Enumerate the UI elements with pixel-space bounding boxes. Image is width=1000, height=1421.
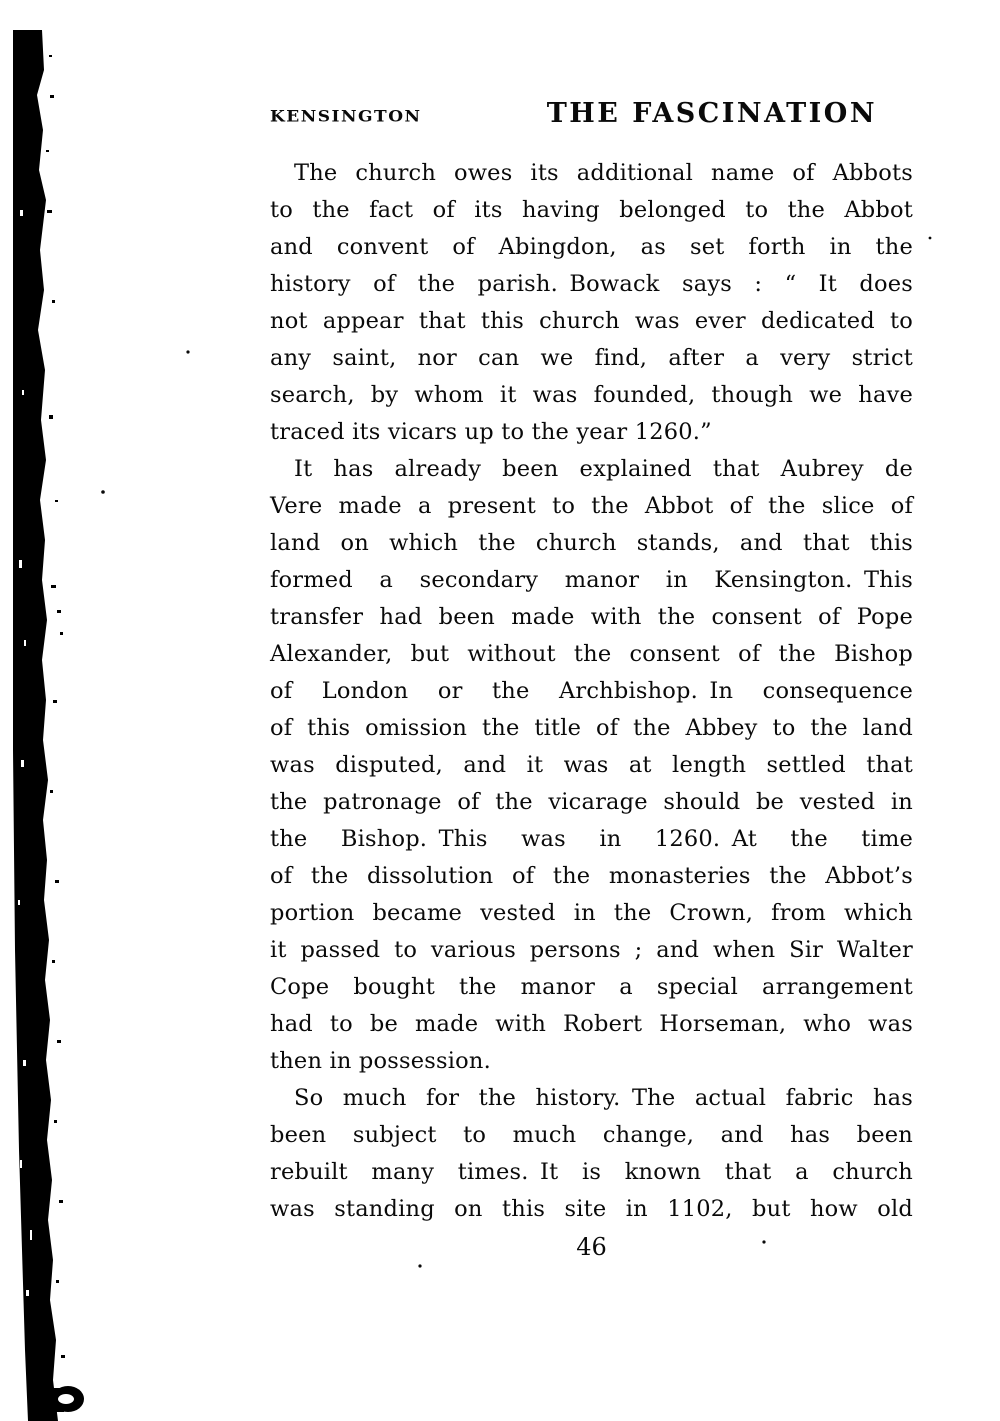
paragraph (270, 451, 913, 1080)
text-line: not appear that this church was ever dedicated to (270, 308, 913, 334)
text-line: then in possession. (270, 1048, 491, 1074)
text-line: of the dissolution of the monasteries the Abbot’s (270, 863, 913, 889)
text-line: land on which the church stands, and that this (270, 530, 913, 556)
text-line: was standing on this site in 1102, but how old (270, 1196, 913, 1222)
text-line: The church owes its additional name of Abbots (294, 160, 913, 186)
text-line: history of the parish. Bowack says : “ It does (270, 271, 913, 297)
running-head (270, 98, 913, 134)
running-head-section: KENSINGTON (270, 107, 422, 127)
text-line: the Bishop. This was in 1260. At the time (270, 826, 913, 852)
text-line: any saint, nor can we find, after a very strict (270, 345, 913, 371)
text-line: was disputed, and it was at length settled that (270, 752, 913, 778)
text-line: rebuilt many times. It is known that a church (270, 1159, 913, 1185)
text-line: It has already been explained that Aubrey de (294, 456, 913, 482)
binding-bar-highlights (18, 210, 74, 1404)
text-line: portion became vested in the Crown, from which (270, 900, 913, 926)
text-line: So much for the history. The actual fabric has (294, 1085, 913, 1111)
page-content (270, 98, 913, 1266)
text-line: Alexander, but without the consent of the Bishop (270, 641, 913, 667)
page-number: 46 (576, 1233, 607, 1261)
paragraph (270, 1080, 913, 1228)
text-line: Vere made a present to the Abbot of the slice of (270, 493, 913, 519)
text-line: traced its vicars up to the year 1260.” (270, 419, 712, 445)
text-line: of London or the Archbishop. In consequence (270, 678, 913, 704)
binding-bar (13, 30, 84, 1421)
text-line: and convent of Abingdon, as set forth in the (270, 234, 913, 260)
text-line: the patronage of the vicarage should be vested in (270, 789, 913, 815)
text-line: formed a secondary manor in Kensington. This (270, 567, 913, 593)
text-line: Cope bought the manor a special arrangement (270, 974, 913, 1000)
page-body (270, 155, 913, 1228)
text-line: it passed to various persons ; and when Sir Walter (270, 937, 913, 963)
text-line: of this omission the title of the Abbey to the land (270, 715, 913, 741)
text-line: transfer had been made with the consent of Pope (270, 604, 913, 630)
text-line: been subject to much change, and has been (270, 1122, 913, 1148)
paragraph (270, 155, 913, 451)
text-line: search, by whom it was founded, though we have (270, 382, 913, 408)
running-head-title: THE FASCINATION (546, 98, 877, 129)
text-line: to the fact of its having belonged to the Abbot (270, 197, 913, 223)
text-line: had to be made with Robert Horseman, who was (270, 1011, 913, 1037)
